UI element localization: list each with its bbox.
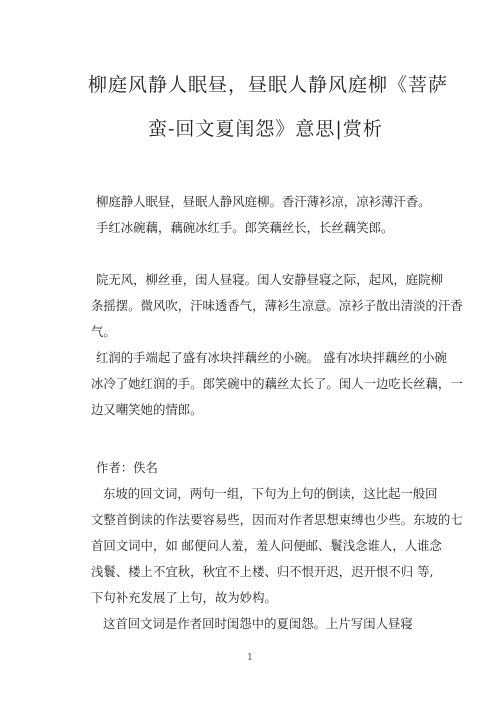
- title-line-1: 柳庭风静人眠昼，昼眠人静风庭柳《菩萨: [88, 74, 449, 96]
- analysis-line-5: 下句补充发展了上句，故为妙构。: [91, 590, 277, 605]
- translation-line-3: 气。: [91, 324, 116, 339]
- poem-line-2: 手红冰碗藕，藕碗冰红手。郎笑藕丝长，长丝藕笑郎。: [96, 220, 394, 235]
- analysis-line-1: 东坡的回文词，两句一组，下句为上句的倒读，这比起一般回: [103, 486, 438, 501]
- translation-line-6: 边又嘲笑她的情郎。: [91, 402, 203, 417]
- analysis-line-2: 文整首倒读的作法要容易些，因而对作者思想束缚也少些。东坡的七: [91, 512, 463, 527]
- page-number: 1: [247, 653, 253, 663]
- title-line-2: 蛮-回文夏闺怨》意思|赏析: [148, 118, 383, 140]
- poem-line-1: 柳庭静人眠昼，昼眠人静风庭柳。香汗薄衫凉，凉衫薄汗香。: [96, 194, 431, 209]
- author-line: 作者：佚名: [96, 460, 158, 475]
- analysis-line-4: 浅鬟、楼上不宜秋，秋宜不上楼、归不恨开迟，迟开恨不归 等,: [91, 564, 434, 579]
- translation-line-5: 冰冷了她红润的手。郎笑碗中的藕丝太长了。闺人一边吃长丝藕，一: [91, 376, 463, 391]
- translation-line-2: 条摇摆。微风吹，汗味透香气，薄衫生凉意。凉衫子散出清淡的汗香: [91, 298, 463, 313]
- analysis-line-6: 这首回文词是作者回时闺怨中的夏闺怨。上片写闺人昼寝: [103, 616, 413, 631]
- analysis-line-3: 首回文词中，如 邮便问人羞，羞人问便邮、鬟浅念谁人，人谁念: [91, 538, 442, 553]
- translation-line-1: 院无风，柳丝垂，闺人昼寝。闺人安静昼寝之际，起风，庭院柳: [96, 272, 443, 287]
- translation-line-4: 红润的手端起了盛有冰块拌藕丝的小碗。 盛有冰块拌藕丝的小碗: [96, 350, 447, 365]
